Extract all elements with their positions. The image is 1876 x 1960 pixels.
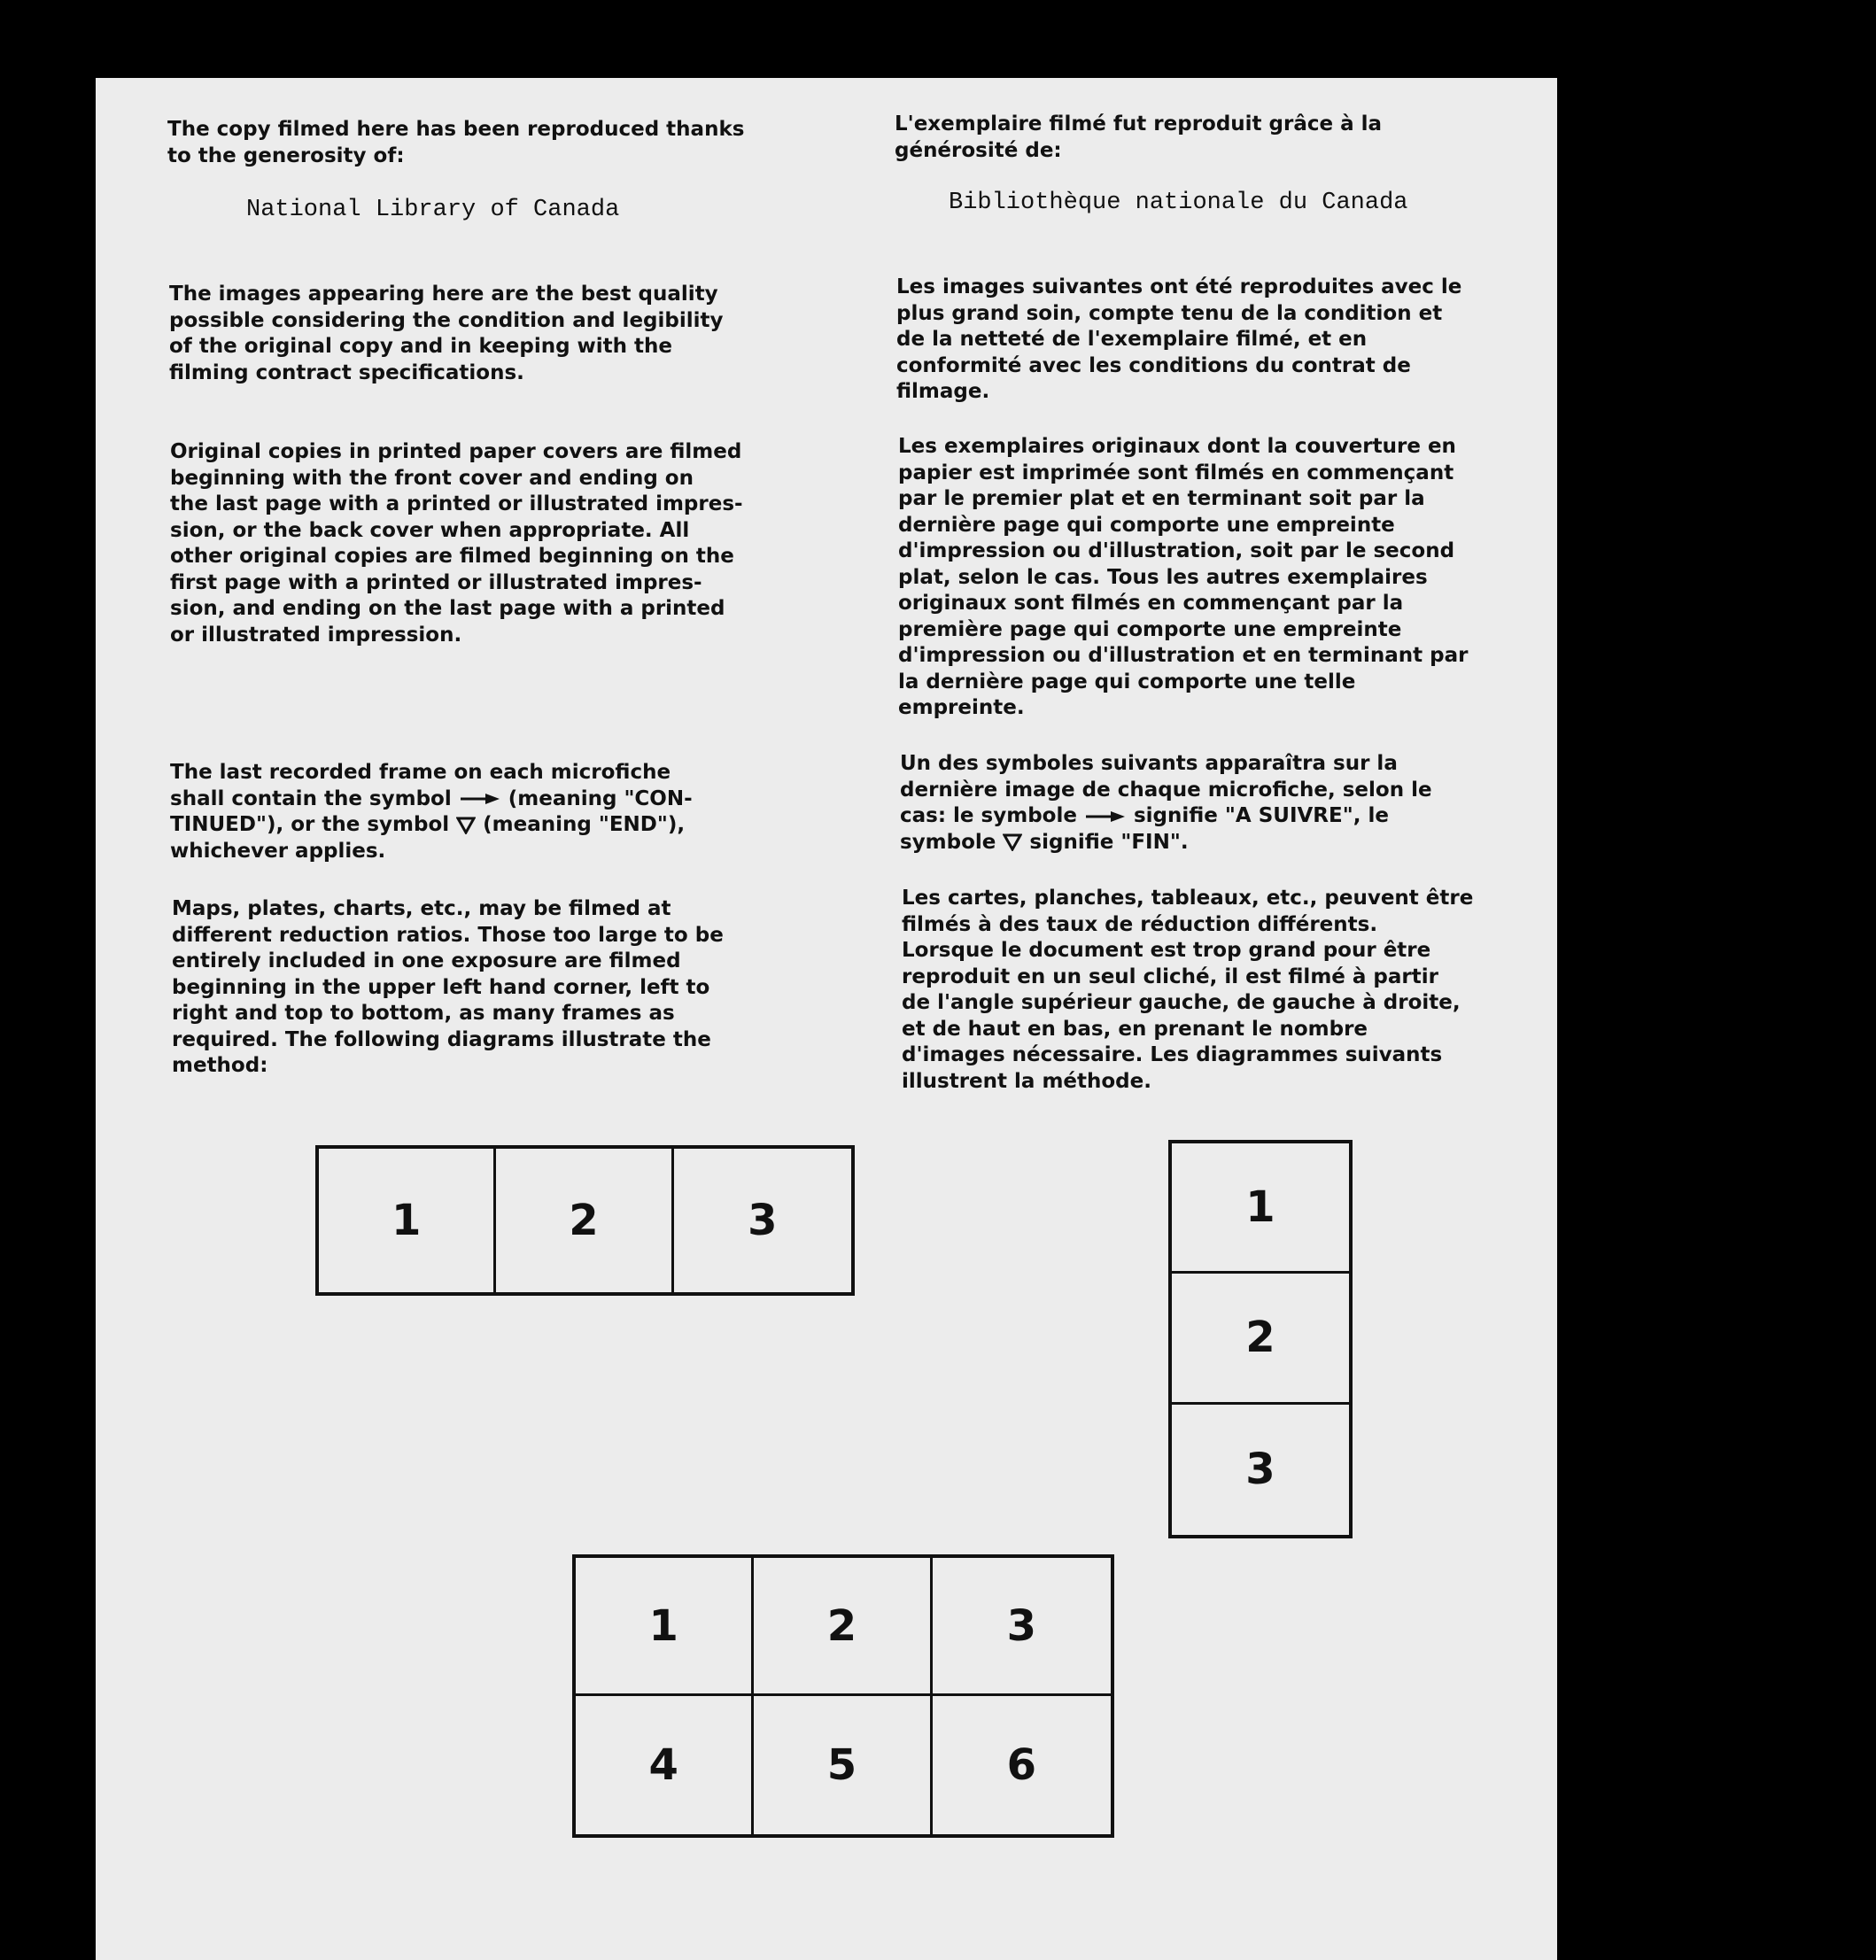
down-triangle-icon	[456, 817, 476, 834]
left-symbols-part-2: (meaning "CON- TINUED"), or the symbol	[170, 786, 693, 836]
right-arrow-icon	[1084, 810, 1127, 823]
right-maps-text: Les cartes, planches, tableaux, etc., peuvent être filmés à des taux de réduction différents. Lorsque le document est trop grand pour être reproduit en un seul cliché, il est filmé à partir de l'angle supérieur gauche, de gauche à droite, et de haut en bas, en prenant le nombre d'images nécessaire. Les diagrammes suivants illustrent la méthode.	[902, 887, 1474, 1093]
right-thanks-text: L'exemplaire filmé fut reproduit grâce à la générosité de:	[895, 112, 1383, 162]
frame-cell: 6	[1006, 1740, 1037, 1790]
right-symbols-part-3: signifie "FIN".	[1022, 830, 1189, 854]
left-maps-text: Maps, plates, charts, etc., may be filmed at different reduction ratios. Those too large to be entirely included in one exposure are filmed beginning in the upper left hand corner, left to right and top to bottom, as many frames as required. The following diagrams illustrate the method:	[172, 897, 724, 1077]
frame-cell: 3	[933, 1558, 1111, 1696]
frame-cell: 4	[576, 1696, 754, 1834]
frame-cell: 3	[748, 1196, 778, 1245]
right-symbols-text	[900, 751, 1432, 856]
frame-cell: 1	[319, 1149, 496, 1292]
right-symbols-part-1: Un des symboles suivants apparaîtra sur la dernière image de chaque microfiche, selon le cas: le symbole	[900, 752, 1432, 827]
left-symbols-part-1: The last recorded frame on each microfiche shall contain the symbol	[170, 761, 671, 810]
frame-cell: 1	[576, 1558, 754, 1696]
left-library-name: National Library of Canada	[246, 197, 620, 223]
right-arrow-icon	[459, 793, 501, 805]
left-symbols-text	[170, 760, 693, 864]
grid-frames-diagram	[572, 1554, 1114, 1838]
frame-cell: 2	[1172, 1274, 1349, 1404]
left-quality-text: The images appearing here are the best quality possible considering the condition and legibility of the original copy and in keeping with the filming contract specifications.	[169, 283, 724, 384]
right-symbols-part-2: signifie "A SUIVRE", le symbole	[900, 804, 1389, 854]
frame-cell: 2	[754, 1558, 932, 1696]
left-originals-text: Original copies in printed paper covers are filmed beginning with the front cover and ending on the last page with a printed or illustrated impres- sion, or the back cover when appropriate. All other original copies are filmed beginning on the first page with a printed or illustrated impres- sion, and ending on the last page with a printed or illustrated impression.	[170, 440, 743, 647]
frame-cell: 5	[754, 1696, 932, 1834]
left-thanks-text: The copy filmed here has been reproduced thanks to the generosity of:	[167, 118, 745, 167]
right-quality-text: Les images suivantes ont été reproduites avec le plus grand soin, compte tenu de la condition et de la netteté de l'exemplaire filmé, et en conformité avec les conditions du contrat de filmage.	[896, 275, 1462, 403]
right-library-name: Bibliothèque nationale du Canada	[949, 190, 1408, 216]
horizontal-frames-diagram	[315, 1145, 855, 1296]
frame-cell: 2	[496, 1149, 673, 1292]
frame-cell: 3	[1245, 1445, 1275, 1495]
down-triangle-icon	[1003, 833, 1022, 851]
right-originals-text: Les exemplaires originaux dont la couverture en papier est imprimée sont filmés en commençant par le premier plat et en terminant soit par la dernière page qui comporte une empreinte d'impression ou d'illustration, soit par le second plat, selon le cas. Tous les autres exemplaires originaux sont filmés en commençant par la première page qui comporte une empreinte d'impression ou d'illustration et en terminant par la dernière page qui comporte une telle empreinte.	[898, 435, 1469, 719]
vertical-frames-diagram	[1168, 1140, 1353, 1538]
frame-cell: 1	[1172, 1143, 1349, 1274]
left-symbols-part-3: (meaning "END"), whichever applies.	[170, 813, 686, 863]
